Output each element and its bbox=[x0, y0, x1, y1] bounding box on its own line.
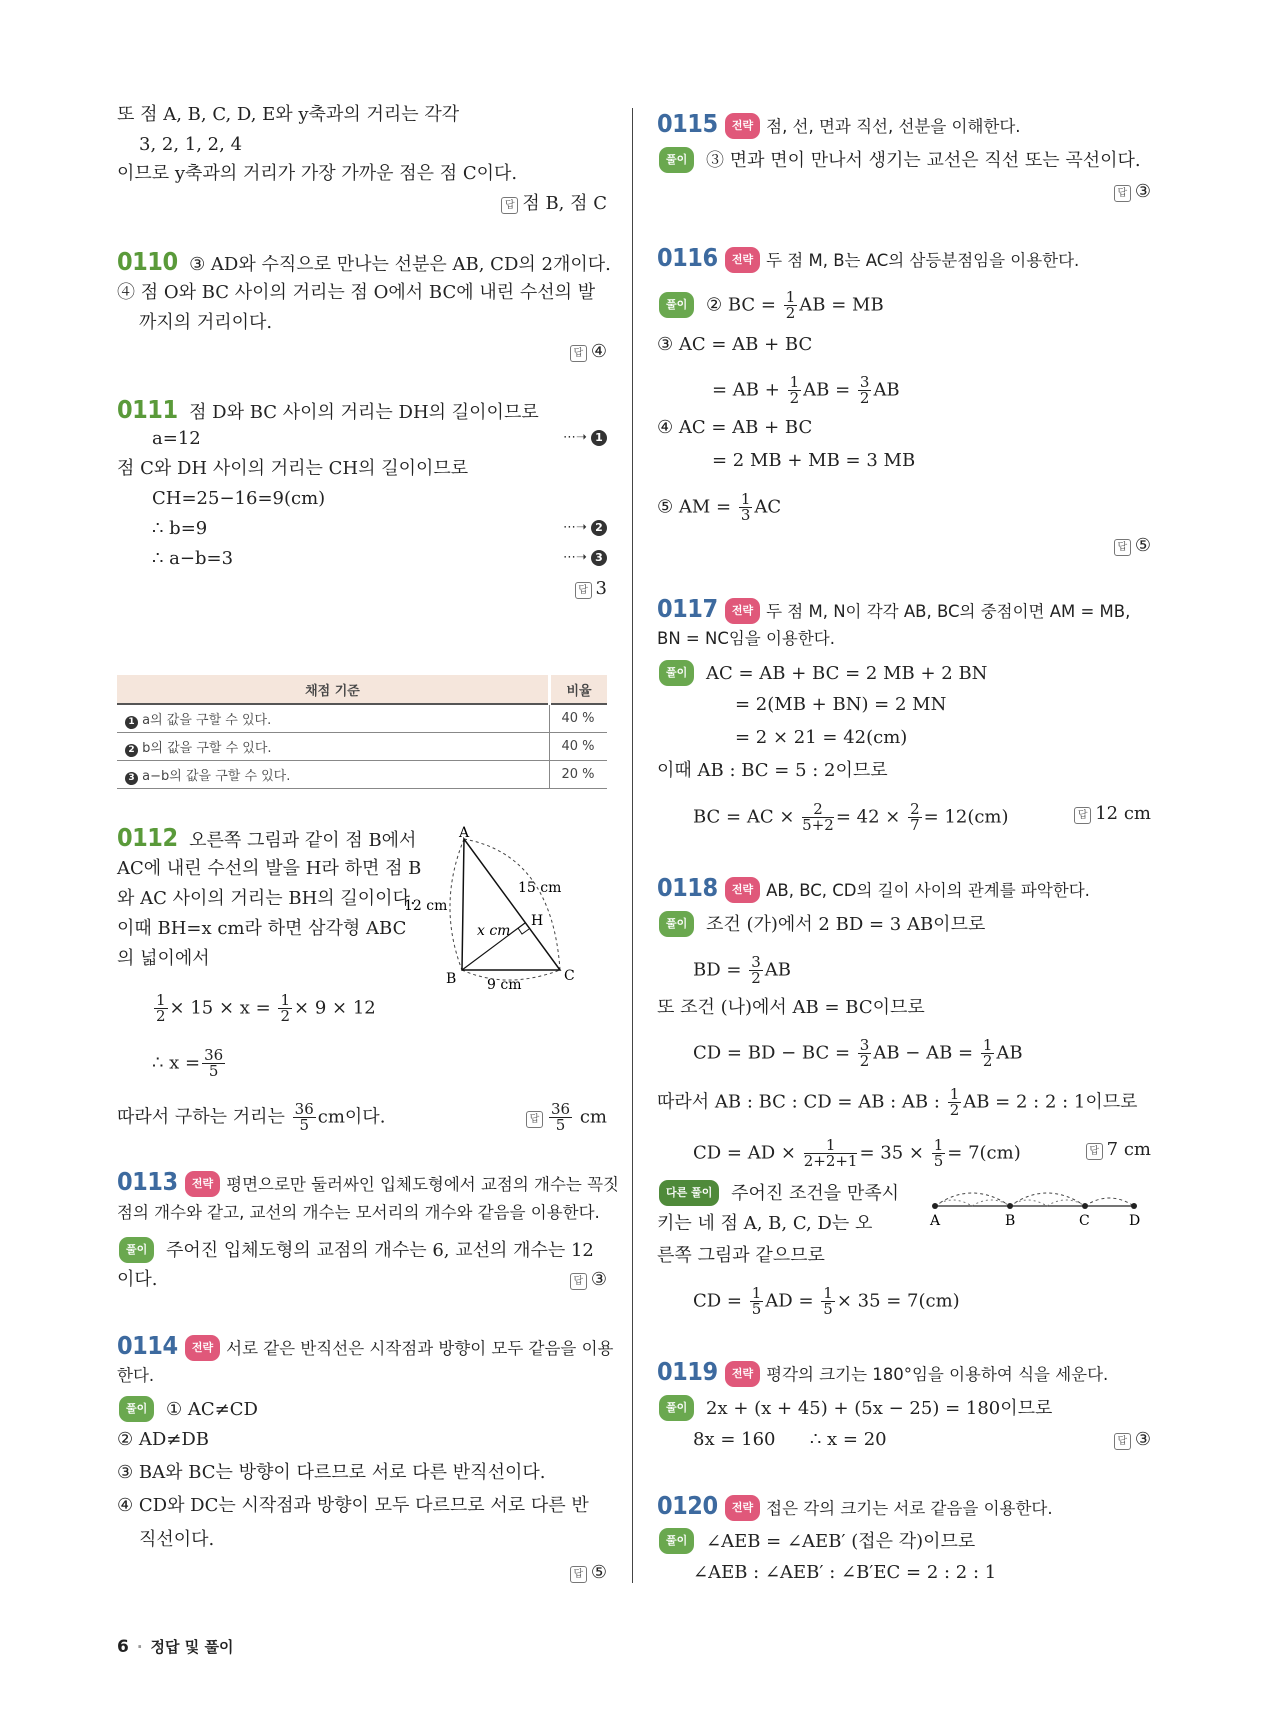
alt-solution-0118-line-2: 키는 네 점 A, B, C, D는 오 bbox=[657, 1213, 873, 1234]
solution-0117-line-4: 이때 AB : BC = 5 : 2이므로 bbox=[657, 760, 888, 781]
solution-0114-line-4: ④ CD와 DC는 시작점과 방향이 모두 다르므로 서로 다른 반 bbox=[117, 1495, 589, 1516]
arc-inner-2 bbox=[972, 1200, 1010, 1206]
solution-0113: 풀이 주어진 입체도형의 교점의 개수는 6, 교선의 개수는 12 bbox=[117, 1237, 594, 1263]
triangle-figure bbox=[404, 825, 622, 993]
solution-0114-line-2: ② AD≠DB bbox=[117, 1429, 210, 1450]
arc-inner-4 bbox=[1047, 1200, 1085, 1206]
solution-0117-line-5: BC = AC × $\frac{2}{5+2}$ = 42 × $\frac{2}{7}$ = 12(cm) bbox=[693, 800, 1009, 834]
problem-0112: 0112 오른쪽 그림과 같이 점 B에서 bbox=[117, 823, 417, 852]
table-row: 2 b의 값을 구할 수 있다. 40 % bbox=[117, 733, 607, 761]
column-divider bbox=[632, 108, 633, 1583]
problem-0110-line-3: 까지의 거리이다. bbox=[139, 312, 273, 333]
point-d-label: D bbox=[1129, 1213, 1141, 1229]
solution-0118-line-2: BD = $\frac{3}{2}$ AB bbox=[693, 953, 791, 987]
point-a-dot bbox=[932, 1203, 938, 1209]
table-header-criterion: 채점 기준 bbox=[117, 675, 550, 704]
solution-0117-line-3: = 2 × 21 = 42(cm) bbox=[735, 727, 908, 748]
problem-0112-result: ∴ x = $\frac{36}{5}$ bbox=[152, 1046, 224, 1080]
solution-0118-line-6: CD = AD × $\frac{1}{2+2+1}$ = 35 × $\frac{1}{5}$ = 7(cm) bbox=[693, 1136, 1021, 1170]
answer-0117: 답 12 cm bbox=[1074, 802, 1151, 826]
table-row: 1 a의 값을 구할 수 있다. 40 % bbox=[117, 704, 607, 733]
solution-0116-line-1: 풀이 ② BC = $\frac{1}{2}$ AB = MB bbox=[657, 290, 884, 321]
solution-0116-line-3: = AB + $\frac{1}{2}$ AB = $\frac{3}{2}$ AB bbox=[712, 373, 900, 407]
answer-0116: 답 ⑤ bbox=[1114, 534, 1151, 558]
solution-0120-line-2: ∠AEB : ∠AEB′ : ∠B′EC = 2 : 2 : 1 bbox=[693, 1562, 997, 1583]
problem-0113-line-2: 점의 개수와 같고, 교선의 개수는 모서리의 개수와 같음을 이용한다. bbox=[117, 1203, 600, 1222]
solution-0116-line-6: ⑤ AM = $\frac{1}{3}$ AC bbox=[657, 490, 782, 524]
intro-line-1: 또 점 A, B, C, D, E와 y축과의 거리는 각각 bbox=[117, 104, 460, 125]
grading-table bbox=[117, 675, 607, 789]
step-marker-2: ⋯➝ 2 bbox=[563, 520, 607, 536]
problem-0119: 0119 전략 평각의 크기는 180°임을 이용하여 식을 세운다. bbox=[657, 1357, 1109, 1386]
problem-0112-equation: $\frac{1}{2}$ × 15 × x = $\frac{1}{2}$ × 9 × 12 bbox=[156, 991, 376, 1025]
problem-0112-line-2: AC에 내린 수선의 발을 H라 하면 점 B bbox=[117, 858, 422, 879]
label-bh-length: x cm bbox=[477, 923, 511, 939]
solution-0119-line-1: 풀이 2x + (x + 45) + (5x − 25) = 180이므로 bbox=[657, 1395, 1052, 1421]
right-angle-mark bbox=[518, 928, 529, 934]
problem-0112-line-5: 의 넓이에서 bbox=[117, 948, 210, 969]
solution-0120-line-1: 풀이 ∠AEB = ∠AEB′ (접은 각)이므로 bbox=[657, 1528, 975, 1554]
alt-solution-0118-line-3: 른쪽 그림과 같으므로 bbox=[657, 1245, 825, 1266]
problem-0111-line-6: ∴ a−b=3 bbox=[152, 548, 234, 569]
solution-0119-line-2: 8x = 160 ∴ x = 20 bbox=[693, 1429, 887, 1450]
problem-0120: 0120 전략 접은 각의 크기는 서로 같음을 이용한다. bbox=[657, 1491, 1053, 1520]
solution-0114-line-5: 직선이다. bbox=[139, 1529, 215, 1550]
table-row: 3 a−b의 값을 구할 수 있다. 20 % bbox=[117, 761, 607, 789]
solution-0118-line-1: 풀이 조건 (가)에서 2 BD = 3 AB이므로 bbox=[657, 911, 985, 937]
problem-0110: 0110 ③ AD와 수직으로 만나는 선분은 AB, CD의 2개이다. bbox=[117, 247, 611, 276]
page-number: 6 bbox=[117, 1637, 129, 1657]
intro-answer: 답 점 B, 점 C bbox=[501, 192, 607, 216]
problem-0114: 0114 전략 서로 같은 반직선은 시작점과 방향이 모두 같음을 이용 bbox=[117, 1331, 614, 1360]
solution-0116-line-2: ③ AC = AB + BC bbox=[657, 334, 813, 355]
solution-0118-line-5: 따라서 AB : BC : CD = AB : AB : $\frac{1}{2}$ AB = 2 : 2 : 1이므로 bbox=[657, 1085, 1138, 1119]
answer-0115: 답 ③ bbox=[1114, 180, 1151, 204]
solution-0116-line-4: ④ AC = AB + BC bbox=[657, 417, 813, 438]
point-c-label: C bbox=[1079, 1213, 1090, 1229]
solution-0118-line-3: 또 조건 (나)에서 AB = BC이므로 bbox=[657, 997, 925, 1018]
answer-0119: 답 ③ bbox=[1114, 1428, 1151, 1452]
points-figure bbox=[927, 1170, 1147, 1230]
alt-solution-0118-line-1: 다른 풀이 주어진 조건을 만족시 bbox=[657, 1180, 899, 1206]
solution-0116-line-5: = 2 MB + MB = 3 MB bbox=[712, 450, 916, 471]
label-ab-length: 12 cm bbox=[404, 898, 448, 914]
solution-0117-line-2: = 2(MB + BN) = 2 MN bbox=[735, 694, 947, 715]
label-bc-length: 9 cm bbox=[487, 977, 522, 993]
label-c: C bbox=[564, 968, 575, 984]
intro-line-3: 이므로 y축과의 거리가 가장 가까운 점은 점 C이다. bbox=[117, 163, 518, 184]
answer-0110: 답 ④ bbox=[570, 340, 607, 364]
problem-0115: 0115 전략 점, 선, 면과 직선, 선분을 이해한다. bbox=[657, 109, 1021, 138]
answer-icon: 답 bbox=[501, 197, 518, 214]
step-marker-3: ⋯➝ 3 bbox=[563, 550, 607, 566]
solution-0115: 풀이 ③ 면과 면이 만나서 생기는 교선은 직선 또는 곡선이다. bbox=[657, 147, 1141, 173]
solution-0114: 풀이 ① AC≠CD bbox=[117, 1396, 258, 1422]
solution-0113-line-2: 이다. bbox=[117, 1269, 158, 1290]
arc-inner-3 bbox=[1010, 1200, 1047, 1206]
problem-0118: 0118 전략 AB, BC, CD의 길이 사이의 관계를 파악한다. bbox=[657, 873, 1090, 902]
arc-bc bbox=[1010, 1193, 1085, 1206]
point-c-dot bbox=[1082, 1203, 1088, 1209]
answer-0114: 답 ⑤ bbox=[570, 1561, 607, 1585]
problem-0117-line-2: BN = NC임을 이용한다. bbox=[657, 629, 835, 648]
solution-0117-line-1: 풀이 AC = AB + BC = 2 MB + 2 BN bbox=[657, 660, 987, 686]
page-footer: 6 · 정답 및 풀이 bbox=[117, 1637, 234, 1657]
arc-ab bbox=[935, 1193, 1010, 1206]
alt-solution-0118-line-4: CD = $\frac{1}{5}$ AD = $\frac{1}{5}$ × 35 = 7(cm) bbox=[693, 1284, 960, 1318]
point-a-label: A bbox=[930, 1213, 941, 1229]
problem-0112-line-4: 이때 BH=x cm라 하면 삼각형 ABC bbox=[117, 918, 407, 939]
table-header-ratio: 비율 bbox=[550, 675, 608, 704]
problem-0113: 0113 전략 평면으로만 둘러싸인 입체도형에서 교점의 개수는 꼭짓 bbox=[117, 1167, 619, 1196]
answer-0118: 답 7 cm bbox=[1086, 1138, 1151, 1162]
problem-0110-line-2: ④ 점 O와 BC 사이의 거리는 점 O에서 BC에 내린 수선의 발 bbox=[117, 282, 596, 303]
label-b: B bbox=[446, 971, 457, 987]
problem-0112-line-3: 와 AC 사이의 거리는 BH의 길이이다. bbox=[117, 888, 416, 909]
label-h: H bbox=[531, 913, 544, 929]
arc-cd bbox=[1085, 1198, 1134, 1206]
answer-0112: 답 $\frac{36}{5}$ cm bbox=[526, 1102, 607, 1133]
footer-title: 정답 및 풀이 bbox=[150, 1638, 234, 1656]
problem-0111-line-4: CH=25−16=9(cm) bbox=[152, 488, 326, 509]
solution-0118-line-4: CD = BD − BC = $\frac{3}{2}$ AB − AB = $\frac{1}{2}$ AB bbox=[693, 1036, 1023, 1070]
intro-line-2: 3, 2, 1, 2, 4 bbox=[139, 134, 243, 155]
problem-0116: 0116 전략 두 점 M, B는 AC의 삼등분점임을 이용한다. bbox=[657, 243, 1080, 272]
answer-0111: 답 3 bbox=[575, 577, 607, 601]
label-ac-length: 15 cm bbox=[518, 880, 562, 896]
problem-0111-line-2: a=12 bbox=[152, 428, 201, 449]
answer-0113: 답 ③ bbox=[570, 1268, 607, 1292]
problem-0117: 0117 전략 두 점 M, N이 각각 AB, BC의 중점이면 AM = MB, bbox=[657, 594, 1131, 623]
point-b-dot bbox=[1007, 1203, 1013, 1209]
arc-inner-1 bbox=[935, 1200, 972, 1206]
problem-0111-line-3: 점 C와 DH 사이의 거리는 CH의 길이이므로 bbox=[117, 458, 469, 479]
step-marker-1: ⋯➝ 1 bbox=[563, 430, 607, 446]
point-d-dot bbox=[1131, 1203, 1137, 1209]
problem-0112-conclusion: 따라서 구하는 거리는 $\frac{36}{5}$ cm이다. bbox=[117, 1100, 386, 1134]
problem-0114-line-2: 한다. bbox=[117, 1366, 155, 1385]
label-a: A bbox=[459, 825, 470, 841]
problem-0111-line-5: ∴ b=9 bbox=[152, 518, 208, 539]
problem-0111: 0111 점 D와 BC 사이의 거리는 DH의 길이이므로 bbox=[117, 395, 539, 424]
solution-0114-line-3: ③ BA와 BC는 방향이 다르므로 서로 다른 반직선이다. bbox=[117, 1462, 546, 1483]
triangle-abc bbox=[462, 839, 560, 970]
point-b-label: B bbox=[1005, 1213, 1016, 1229]
